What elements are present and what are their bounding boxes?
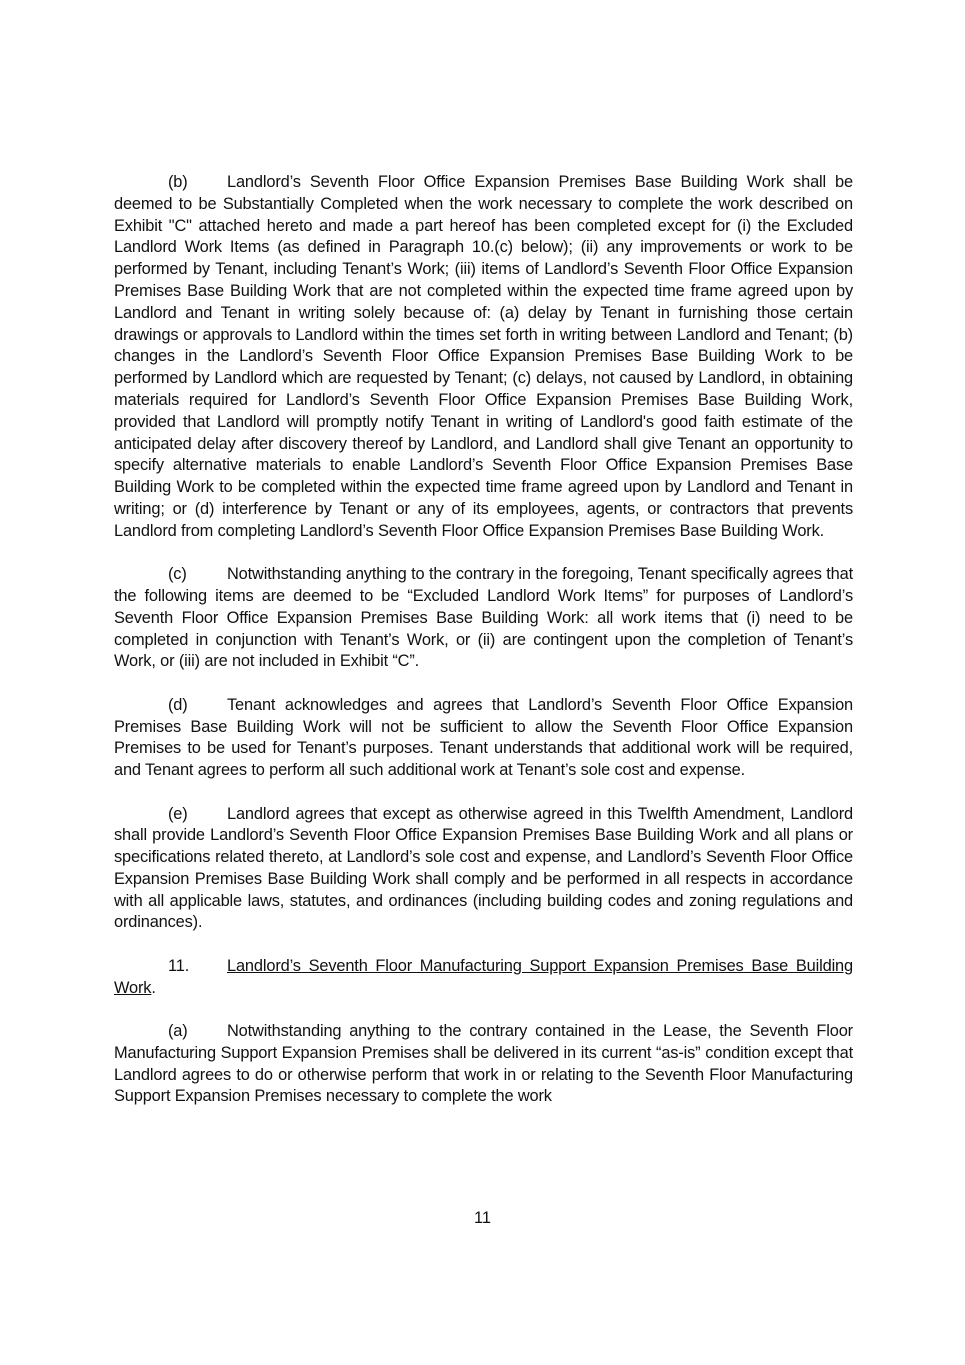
paragraph-label: (a) (168, 1022, 188, 1041)
paragraph-a (114, 1021, 853, 1108)
paragraph-text: Notwithstanding anything to the contrary contained in the Lease, the Seventh Floor Manufacturing Support Expansion Premises shall be delivered in its current “as-is” condition except that Landlord agrees to do or otherwise perform that work in or relating to the Seventh Floor Manufacturing Support Expansion Premises necessary to complete the work (114, 1022, 853, 1106)
paragraph-label: (b) (168, 173, 188, 191)
paragraph-text: Tenant acknowledges and agrees that Landlord’s Seventh Floor Office Expansion Premises Base Building Work will not be sufficient to allow the Seventh Floor Office Expansion Premises to be used for Tenant’s purposes. Tenant understands that additional work will be required, and Tenant agrees to perform all such additional work at Tenant’s sole cost and expense. (114, 695, 853, 780)
section-title: Landlord’s Seventh Floor Manufacturing Support Expansion Premises Base Building Work (114, 956, 853, 997)
section-number: 11. (168, 956, 190, 975)
document-page (114, 172, 853, 1130)
section-heading (114, 956, 853, 1000)
paragraph-label: (e) (168, 804, 188, 823)
paragraph-c (114, 564, 853, 673)
section-title-end: . (151, 978, 156, 997)
paragraph-d (114, 695, 853, 782)
paragraph-b (114, 172, 853, 543)
paragraph-label: (c) (168, 565, 187, 584)
page-number: 11 (473, 1209, 491, 1227)
paragraph-text: Landlord agrees that except as otherwise agreed in this Twelfth Amendment, Landlord shall provide Landlord’s Seventh Floor Office Expansion Premises Base Building Work and all plans or specifications related thereto, at Landlord’s sole cost and expense, and Landlord’s Seventh Floor Office Expansion Premises Base Building Work shall comply and be performed in all respects in accordance with all applicable laws, statutes, and ordinances (including building codes and zoning regulations and ordinances). (114, 804, 853, 932)
paragraph-text: Landlord’s Seventh Floor Office Expansion Premises Base Building Work shall be deemed to be Substantially Completed when the work necessary to complete the work described on Exhibit "C" attached hereto and made a part hereof has been completed except for (i) the Excluded Landlord Work Items (as defined in Paragraph 10.(c) below); (ii) any improvements or work to be performed by Tenant, including Tenant’s Work; (iii) items of Landlord’s Seventh Floor Office Expansion Premises Base Building Work that are not completed within the expected time frame agreed upon by Landlord and Tenant in writing solely because of: (a) delay by Tenant in furnishing those certain drawings or approvals to Landlord within the times set forth in writing between Landlord and Tenant; (b) changes in the Landlord’s Seventh Floor Office Expansion Premises Base Building Work to be performed by Landlord which are requested by Tenant; (c) delays, not caused by Landlord, in obtaining materials required for Landlord’s Seventh Floor Office Expansion Premises Base Building Work, provided that Landlord will promptly notify Tenant in writing of Landlord's good faith estimate of the anticipated delay after discovery thereof by Landlord, and Landlord shall give Tenant an opportunity to specify alternative materials to enable Landlord’s Seventh Floor Office Expansion Premises Base Building Work to be completed within the expected time frame agreed upon by Landlord and Tenant in writing; or (d) interference by Tenant or any of its employees, agents, or contractors that prevents Landlord from completing Landlord’s Seventh Floor Office Expansion Premises Base Building Work. (114, 173, 853, 540)
paragraph-text: Notwithstanding anything to the contrary in the foregoing, Tenant specifically agrees that the following items are deemed to be “Excluded Landlord Work Items” for purposes of Landlord’s Seventh Floor Office Expansion Premises Base Building Work: all work items that (i) need to be completed in conjunction with Tenant’s Work, or (ii) are contingent upon the completion of Tenant’s Work, or (iii) are not included in Exhibit “C”. (114, 565, 853, 671)
paragraph-label: (d) (168, 695, 188, 714)
paragraph-e (114, 804, 853, 935)
